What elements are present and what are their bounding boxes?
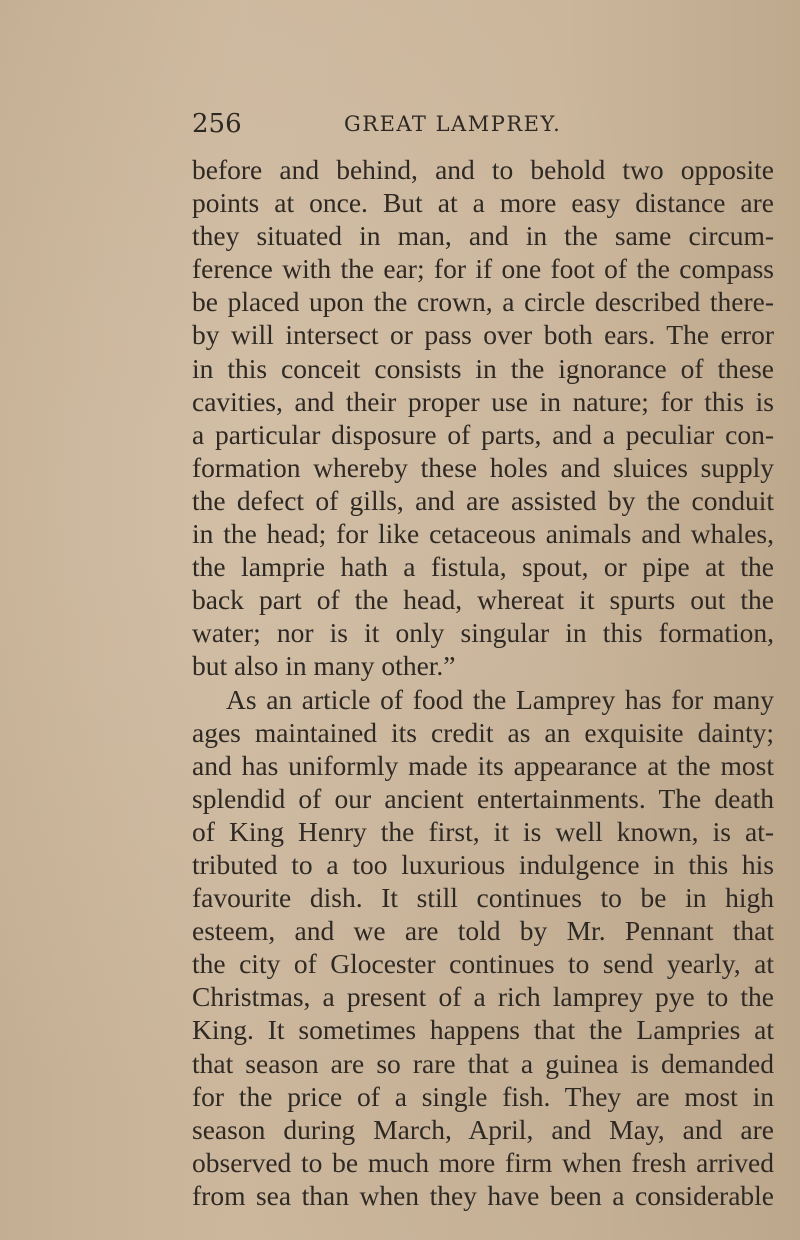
text-line: that season are so rare that a guinea is demanded <box>192 1047 774 1079</box>
text-line: points at once. But at a more easy distance are <box>192 187 774 219</box>
text-line: season during March, April, and May, and are <box>192 1113 774 1145</box>
text-line: Christmas, a present of a rich lamprey pye to the <box>192 981 774 1013</box>
text-line: ages maintained its credit as an exquisite dainty; <box>192 716 774 748</box>
text-line: cavities, and their proper use in nature; for this is <box>192 385 774 417</box>
paragraph-first-line: As an article of food the Lamprey has for many <box>226 683 774 715</box>
text-line: a particular disposure of parts, and a peculiar con- <box>192 418 774 450</box>
page-number: 256 <box>192 109 242 139</box>
text-line: formation whereby these holes and sluices supply <box>192 451 774 483</box>
text-line: back part of the head, whereat it spurts out the <box>192 584 774 616</box>
text-line: in this conceit consists in the ignorance of these <box>192 352 774 384</box>
text-line: by will intersect or pass over both ears. The error <box>192 319 774 351</box>
text-line: ference with the ear; for if one foot of the compass <box>192 253 774 285</box>
paragraph-end-line: but also in many other.” <box>192 650 456 682</box>
text-line: the lamprie hath a fistula, spout, or pipe at the <box>192 551 774 583</box>
text-line: from sea than when they have been a considerable <box>192 1179 774 1211</box>
text-line: the defect of gills, and are assisted by the conduit <box>192 484 774 516</box>
text-line: splendid of our ancient entertainments. The death <box>192 782 774 814</box>
text-line: in the head; for like cetaceous animals and whales, <box>192 518 774 550</box>
text-line: the city of Glocester continues to send yearly, at <box>192 948 774 980</box>
body-text <box>192 153 774 1212</box>
text-line: observed to be much more firm when fresh arrived <box>192 1146 774 1178</box>
text-line: before and behind, and to behold two opposite <box>192 154 774 185</box>
text-line: be placed upon the crown, a circle described there- <box>192 286 774 318</box>
page-header <box>192 104 772 144</box>
text-line: tributed to a too luxurious indulgence in this his <box>192 848 774 880</box>
text-line: of King Henry the first, it is well known, is at- <box>192 815 774 847</box>
text-line: esteem, and we are told by Mr. Pennant that <box>192 915 774 947</box>
running-title: GREAT LAMPREY. <box>344 112 562 136</box>
text-line: favourite dish. It still continues to be in high <box>192 882 774 914</box>
text-line: for the price of a single fish. They are most in <box>192 1080 774 1112</box>
text-line: King. It sometimes happens that the Lampries at <box>192 1014 774 1046</box>
text-line: they situated in man, and in the same circum- <box>192 220 774 252</box>
text-line: and has uniformly made its appearance at the most <box>192 749 774 781</box>
text-line: water; nor is it only singular in this formation, <box>192 617 774 649</box>
